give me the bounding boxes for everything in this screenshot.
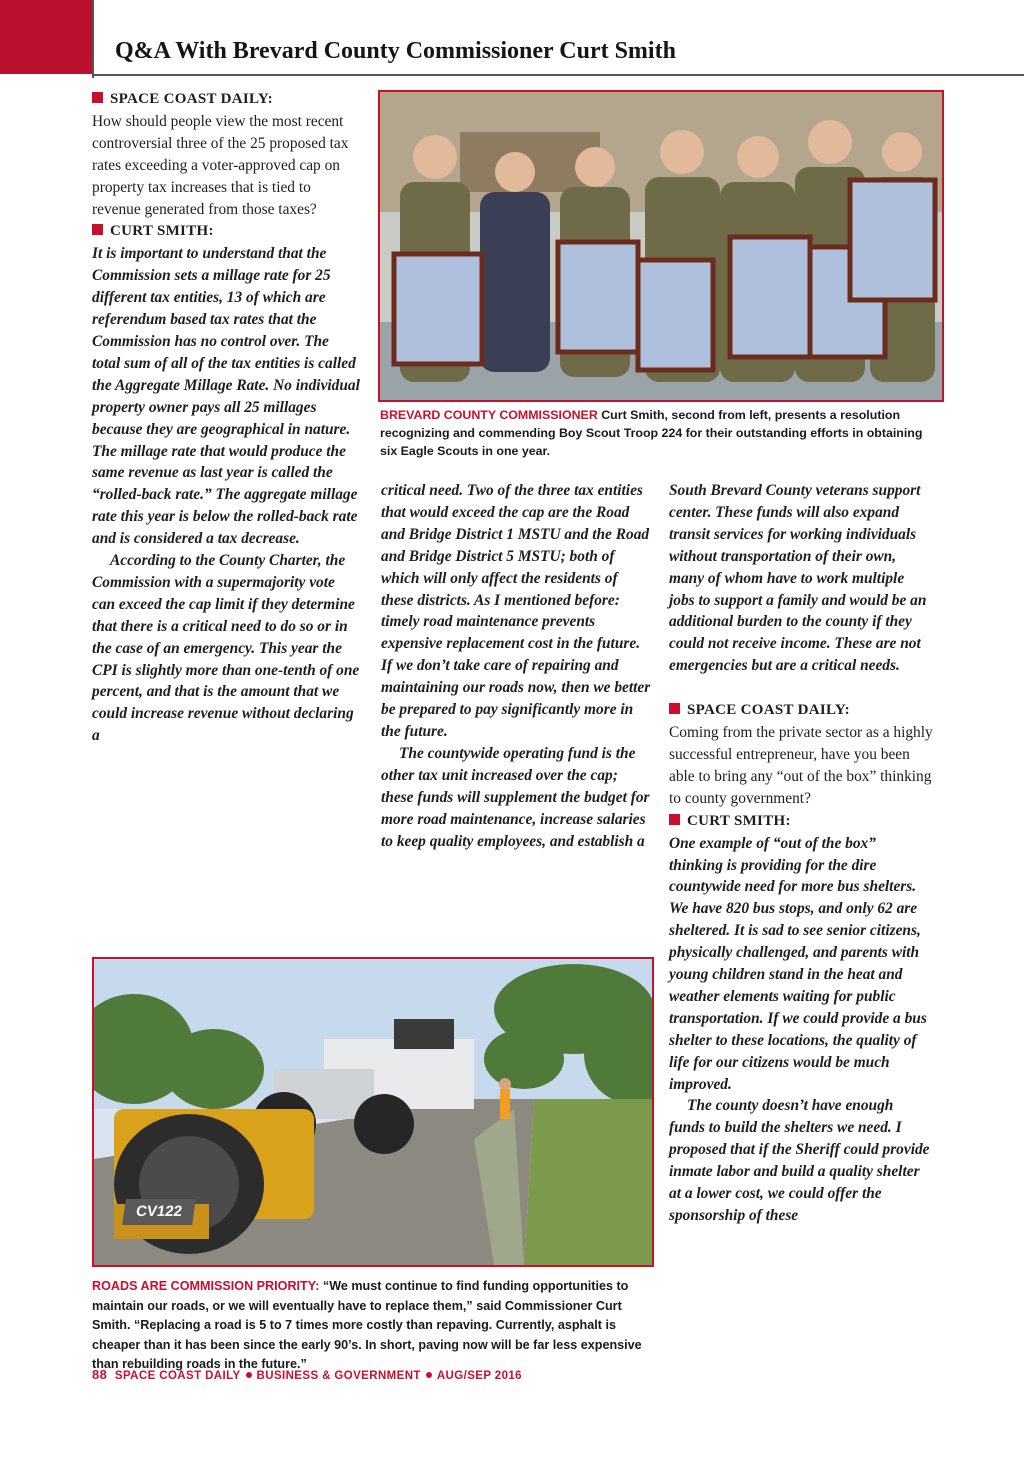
column-right [669,480,933,1227]
square-bullet-icon [669,814,680,825]
eagle-scouts-image [380,92,942,400]
footer-publication: SPACE COAST DAILY [114,1370,241,1382]
answer-2-paragraph-1: One example of “out of the box” thinking is providing for the dire countywide need for more bus shelters. We have 820 bus stops, and only 62 are sheltered. It is sad to see senior citizens, physically challenged, and parents with young children stand in the heat and weather elements waiting for public transportation. If we could provide a bus shelter to these locations, the quality of life for our citizens would be much improved. [669,834,927,1093]
column-3-paragraph-1: South Brevard County veterans support center. These funds will also expand transit services for working individuals without transportation of their own, many of whom have to work multiple jobs to support a family and would be an additional burden to the county if they could not receive income. These are not emergencies but are a critical needs. [669,482,927,675]
square-bullet-icon [92,224,103,235]
question-2-label: SPACE COAST DAILY: [687,702,850,719]
photo-1-caption-text: Curt Smith, second from left, presents a resolution recognizing and commending Boy Scout Troop 224 for their outstanding efforts in obtaining six Eagle Scouts in one year. [380,408,923,458]
column-left [92,88,360,747]
footer-issue: AUG/SEP 2016 [436,1370,522,1382]
header-rule [92,74,1024,76]
photo-road-work [92,957,654,1267]
square-bullet-icon [92,92,103,103]
photo-1-caption-lead: BREVARD COUNTY COMMISSIONER [380,408,598,422]
photo-2-caption [92,1277,654,1375]
page-number: 88 [92,1367,108,1382]
header-left-rule [92,0,94,78]
question-1-label: SPACE COAST DAILY: [110,91,273,107]
photo-2-caption-text: “We must continue to find funding opportunities to maintain our roads, or we will eventually have to replace them,” said Commissioner Curt Smith. “Replacing a road is 5 to 7 times more costly than repaving. Currently, asphalt is cheaper than it has been since the early 90’s. In short, paving now will be far less expensive than rebuilding roads in the future.” [92,1279,642,1372]
column-2-paragraph-1: critical need. Two of the three tax entities that would exceed the cap are the Road and Bridge District 1 MSTU and the Road and Bridge District 5 MSTU; both of which will only affect the residents of these districts. As I mentioned before: timely road maintenance prevents expensive replacement cost in the future. If we don’t take care of repairing and maintaining our roads now, then we better be prepared to pay significantly more in the future. [381,482,651,740]
roller-label: CV122 [122,1199,196,1225]
answer-1-paragraph-1: It is important to understand that the Commission sets a millage rate for 25 different tax entities, 13 of which are referendum based tax rates that the Commission has no control over. The total sum of all of the tax entities is called the Aggregate Millage Rate. No individual property owner pays all 25 millages because they are geographical in nature. The millage rate that would produce the same revenue as last year is called the “rolled-back rate.” The aggregate millage rate this year is below the rolled-back rate and is considered a tax decrease. [92,245,360,548]
question-1 [92,88,360,220]
answer-1-paragraph-2: According to the County Charter, the Commission with a supermajority vote can exceed the cap limit if they determine that there is a critical need to do so or in the case of an emergency. This year the CPI is slightly more than one-tenth of one percent, and that is the amount that we could increase revenue without declaring a [92,552,360,745]
footer-section: BUSINESS & GOVERNMENT [256,1370,421,1382]
page-title: Q&A With Brevard County Commissioner Curt Smith [115,38,676,64]
answer-2 [669,810,933,833]
photo-eagle-scouts [378,90,944,402]
footer-bullet-icon [426,1372,432,1378]
answer-1-label: CURT SMITH: [110,223,214,240]
question-1-text: How should people view the most recent controversial three of the 25 proposed tax rates exceeding a voter-approved cap on property tax increases that is tied to revenue generated from those taxes? [92,112,349,218]
answer-2-label: CURT SMITH: [687,812,791,829]
photo-1-caption [380,406,935,460]
footer-bullet-icon [246,1372,252,1378]
column-middle [381,480,651,852]
answer-1 [92,220,360,243]
column-2-paragraph-2: The countywide operating fund is the other tax unit increased over the cap; these funds will supplement the budget for more road maintenance, increase salaries to keep quality employees, and establish a [381,744,650,850]
photo-2-caption-lead: ROADS ARE COMMISSION PRIORITY: [92,1279,320,1293]
page-footer [92,1367,522,1382]
question-2-text: Coming from the private sector as a highly successful entrepreneur, have you been able to bring any “out of the box” thinking to county government? [669,724,933,807]
question-2 [669,699,933,810]
square-bullet-icon [669,703,680,714]
header-accent-block [0,0,92,74]
answer-2-paragraph-2: The county doesn’t have enough funds to build the shelters we need. I proposed that if the Sheriff could provide inmate labor and build a quality shelter at a lower cost, we could offer the sponsorship of these [669,1097,930,1224]
